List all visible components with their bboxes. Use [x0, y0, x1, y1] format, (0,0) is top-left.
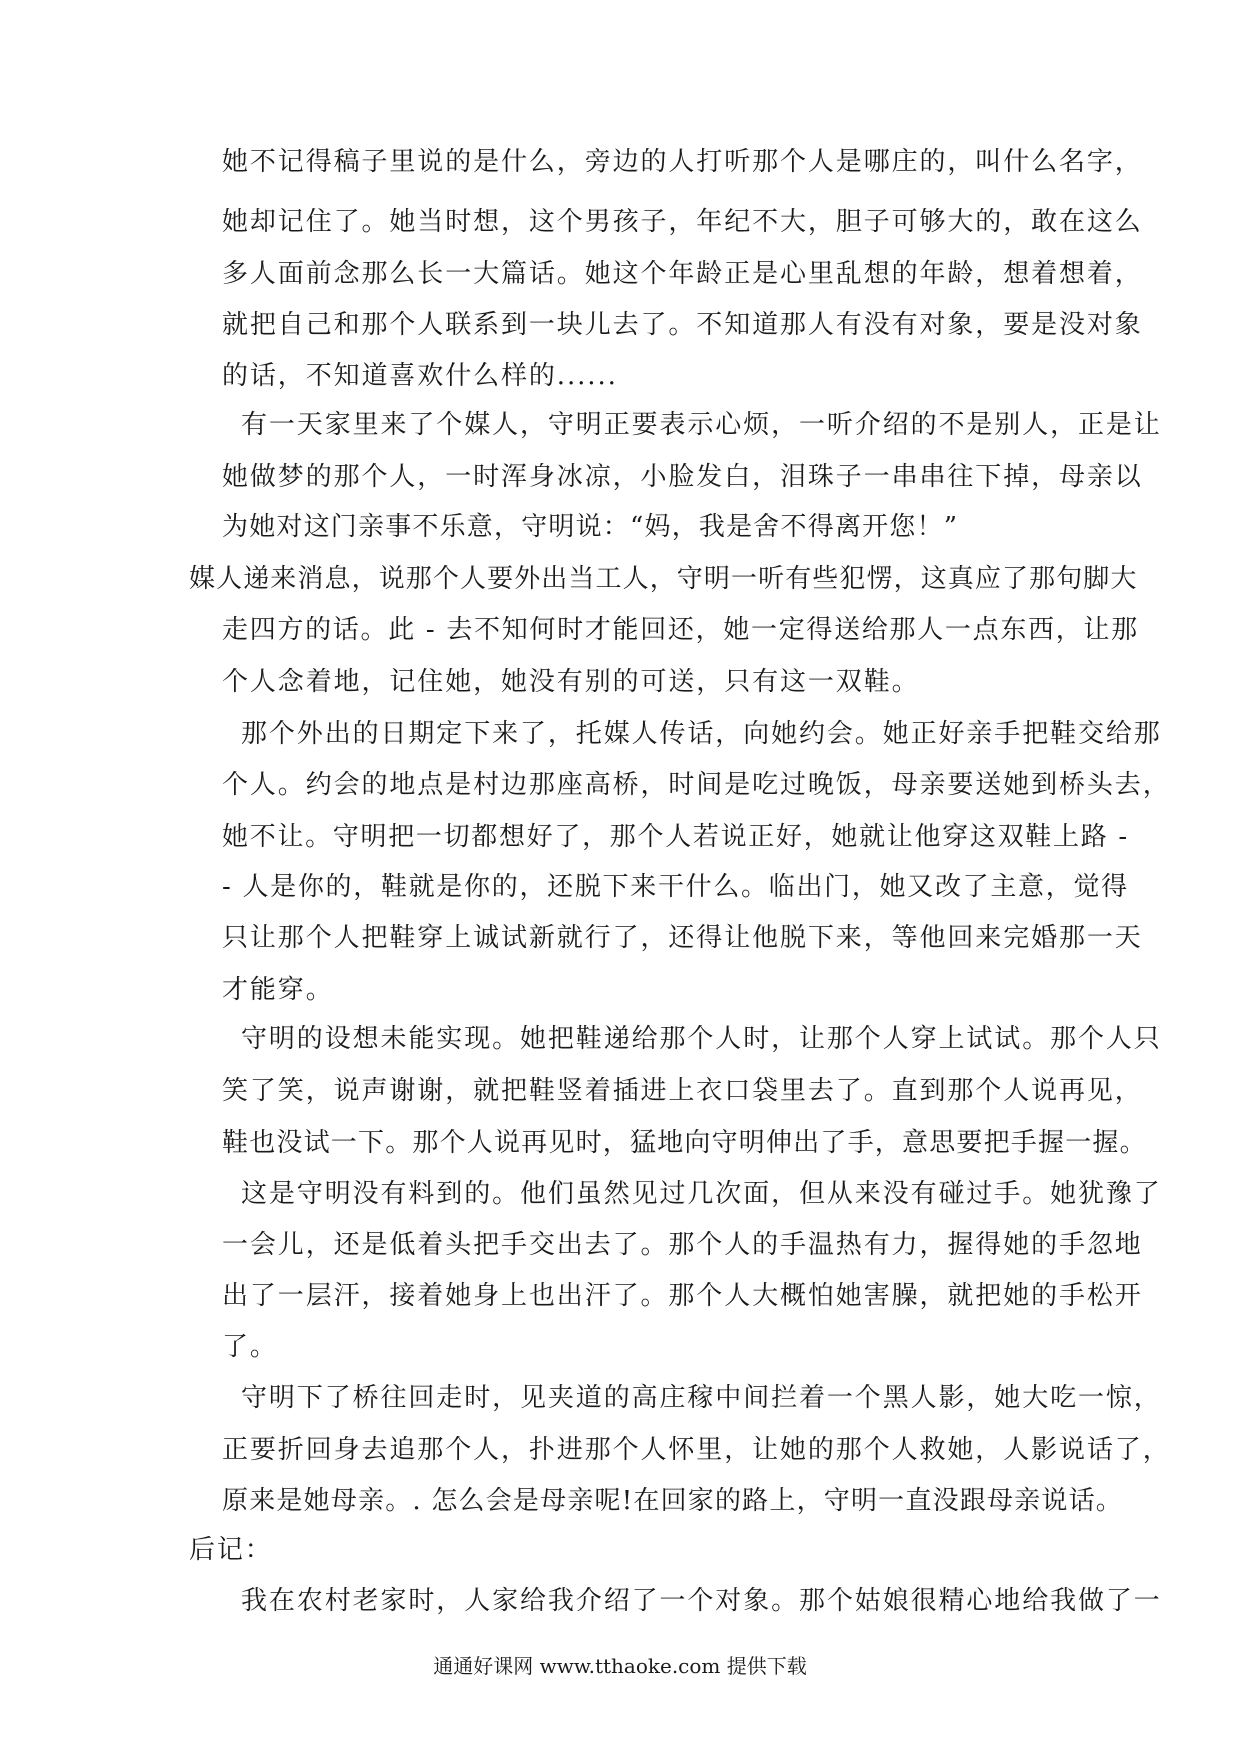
text-line: 一会儿，还是低着头把手交出去了。那个人的手温热有力，握得她的手忽地: [222, 1230, 1143, 1260]
text-line: 这是守明没有料到的。他们虽然见过几次面，但从来没有碰过手。她犹豫了: [241, 1179, 1162, 1209]
text-line: 的话，不知道喜欢什么样的......: [222, 361, 618, 391]
text-line: 她却记住了。她当时想，这个男孩子，年纪不大，胆子可够大的，敢在这么: [222, 207, 1143, 237]
text-line: 她不记得稿子里说的是什么，旁边的人打听那个人是哪庄的，叫什么名字，: [222, 147, 1143, 177]
text-line: 走四方的话。此 - 去不知何时才能回还，她一定得送给那人一点东西，让那: [222, 615, 1139, 645]
text-line: - 人是你的，鞋就是你的，还脱下来干什么。临出门，她又改了主意，觉得: [222, 872, 1129, 902]
text-line: 她不让。守明把一切都想好了，那个人若说正好，她就让他穿这双鞋上路 -: [222, 822, 1129, 852]
text-line: 鞋也没试一下。那个人说再见时，猛地向守明伸出了手，意思要把手握一握。: [222, 1128, 1147, 1158]
footer-source: 通通好课网 www.tthaoke.com 提供下载: [433, 1654, 807, 1678]
section-heading: 后记：: [189, 1535, 273, 1565]
text-line: 个人念着地，记住她，她没有别的可送，只有这一双鞋。: [222, 667, 920, 697]
text-line: 媒人递来消息，说那个人要外出当工人，守明一听有些犯愣，这真应了那句脚大: [189, 564, 1138, 594]
text-line: 那个外出的日期定下来了，托媒人传话，向她约会。她正好亲手把鞋交给那: [241, 719, 1162, 749]
text-line: 出了一层汗，接着她身上也出汗了。那个人大概怕她害臊，就把她的手松开: [222, 1281, 1143, 1311]
text-line: 为她对这门亲事不乐意，守明说：“妈，我是舍不得离开您！”: [222, 512, 959, 542]
text-line: 守明的设想未能实现。她把鞋递给那个人时，让那个人穿上试试。那个人只: [241, 1024, 1162, 1054]
text-line: 我在农村老家时，人家给我介绍了一个对象。那个姑娘很精心地给我做了一: [241, 1586, 1162, 1616]
text-line: 她做梦的那个人，一时浑身冰凉，小脸发白，泪珠子一串串往下掉，母亲以: [222, 462, 1143, 492]
text-line: 个人。约会的地点是村边那座高桥，时间是吃过晚饭，母亲要送她到桥头去，: [222, 770, 1171, 800]
text-line: 有一天家里来了个媒人，守明正要表示心烦，一听介绍的不是别人，正是让: [241, 410, 1162, 440]
text-line: 笑了笑，说声谢谢，就把鞋竖着插进上衣口袋里去了。直到那个人说再见，: [222, 1076, 1143, 1106]
text-line: 守明下了桥往回走时，见夹道的高庄稼中间拦着一个黑人影，她大吃一惊，: [241, 1383, 1162, 1413]
text-line: 原来是她母亲。. 怎么会是母亲呢!在回家的路上，守明一直没跟母亲说话。: [222, 1486, 1123, 1516]
text-line: 只让那个人把鞋穿上诚试新就行了，还得让他脱下来，等他回来完婚那一天: [222, 923, 1143, 953]
text-line: 多人面前念那么长一大篇话。她这个年龄正是心里乱想的年龄，想着想着，: [222, 259, 1143, 289]
text-line: 正要折回身去追那个人，扑进那个人怀里，让她的那个人救她，人影说话了，: [222, 1435, 1171, 1465]
text-line: 了。: [222, 1332, 278, 1362]
text-line: 就把自己和那个人联系到一块儿去了。不知道那人有没有对象，要是没对象: [222, 310, 1143, 340]
text-line: 才能穿。: [222, 975, 334, 1005]
